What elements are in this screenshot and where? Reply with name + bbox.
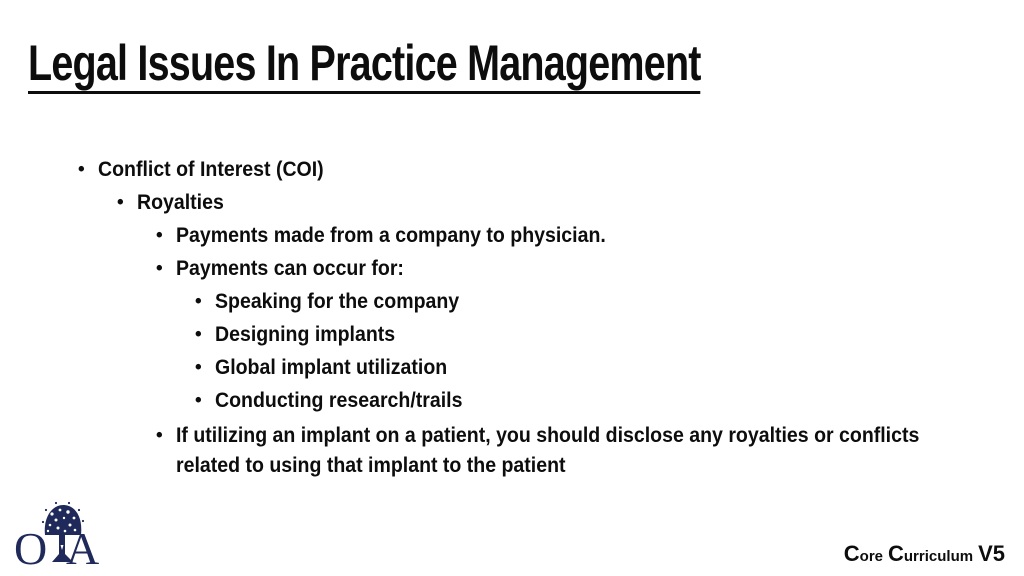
ota-logo: [12, 498, 112, 572]
bullet-icon: •: [195, 291, 202, 312]
list-item: [0, 351, 1024, 384]
edition-c2: C: [888, 541, 904, 566]
bullet-icon: •: [117, 192, 124, 213]
list-item-text: Global implant utilization: [215, 356, 448, 379]
bullet-icon: •: [156, 225, 163, 246]
logo-letter-o: O: [14, 523, 48, 572]
list-item: [0, 318, 1024, 351]
list-item: [0, 153, 1024, 186]
edition-c1: C: [843, 541, 860, 566]
list-item: [0, 421, 1024, 481]
list-item-text: Conflict of Interest (COI): [98, 158, 324, 181]
edition-r1: ore: [859, 548, 883, 565]
bullet-icon: •: [156, 425, 163, 446]
list-item: [0, 384, 1024, 417]
list-item-text: Speaking for the company: [215, 290, 460, 313]
bullet-icon: •: [195, 357, 202, 378]
list-item: [0, 252, 1024, 285]
logo-letter-a: A: [66, 523, 100, 572]
list-item-text: Royalties: [137, 191, 224, 214]
bullet-icon: •: [195, 324, 202, 345]
slide-title: Legal Issues In Practice Management: [28, 38, 701, 94]
list-item: [0, 285, 1024, 318]
list-item-text: Conducting research/trails: [215, 389, 463, 412]
edition-version: V5: [978, 541, 1005, 566]
list-item-text: Payments can occur for:: [176, 257, 404, 280]
edition-r2: urriculum: [903, 548, 974, 565]
bullet-icon: •: [78, 159, 85, 180]
list-item: [0, 186, 1024, 219]
list-item: [0, 219, 1024, 252]
list-item-text: If utilizing an implant on a patient, you should disclose any royalties or conflicts related to using that implant to the patient: [176, 424, 920, 477]
bullet-icon: •: [156, 258, 163, 279]
list-item-text: Payments made from a company to physician.: [176, 224, 606, 247]
bullet-list: [0, 153, 1024, 481]
bullet-icon: •: [195, 390, 202, 411]
edition-label: [844, 541, 1005, 567]
list-item-text: Designing implants: [215, 323, 396, 346]
title-block: [28, 35, 879, 94]
